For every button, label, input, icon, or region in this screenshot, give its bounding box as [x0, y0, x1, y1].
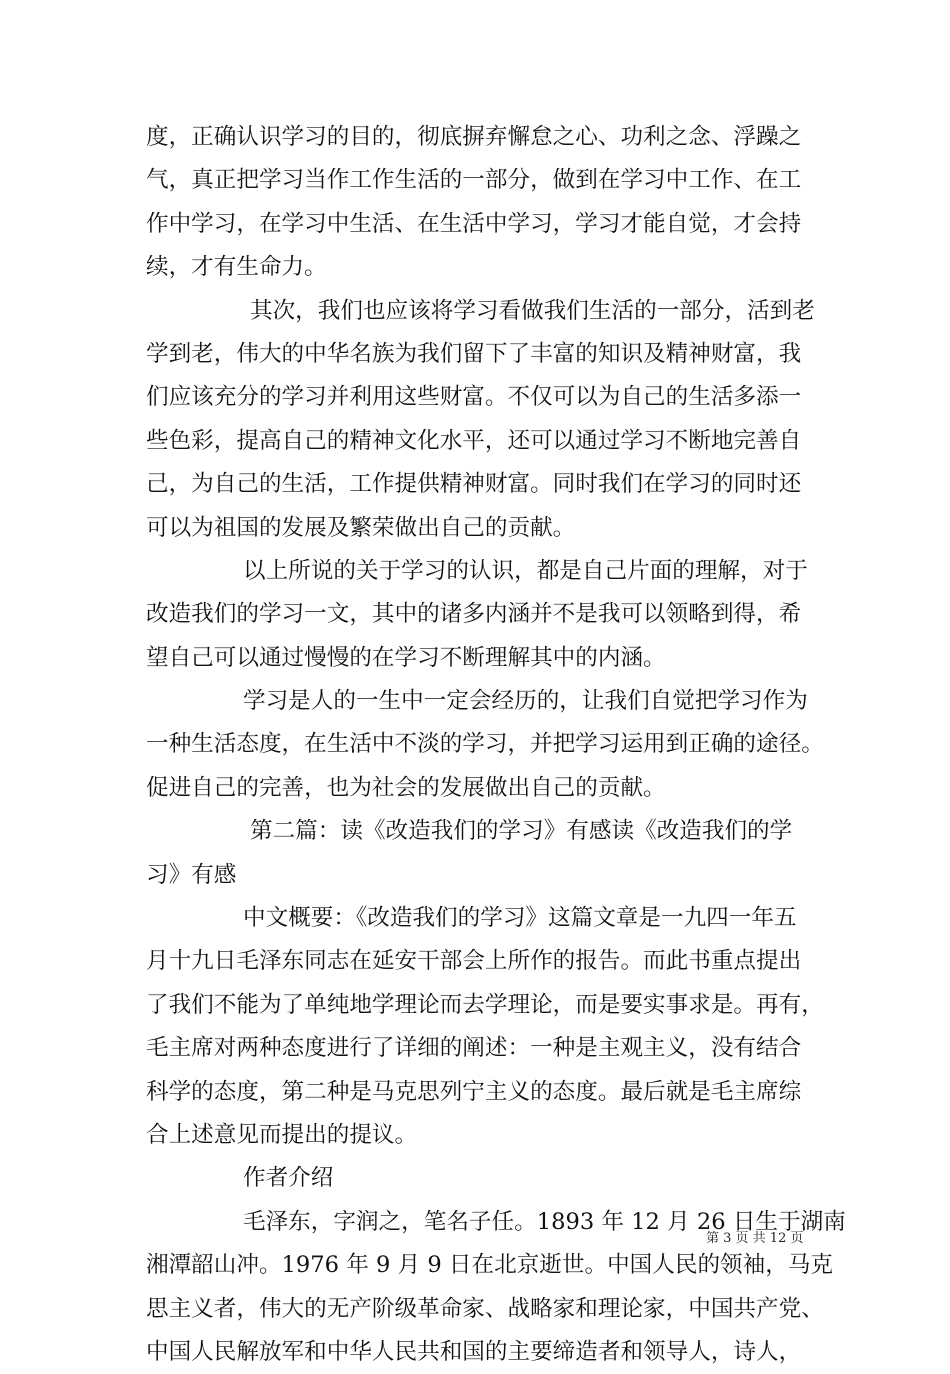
- text-line: 毛主席对两种态度进行了详细的阐述：一种是主观主义，没有结合: [146, 1035, 802, 1062]
- text-line: 续，才有生命力。: [146, 254, 327, 281]
- text-line: 学到老，伟大的中华名族为我们留下了丰富的知识及精神财富，我: [146, 340, 802, 367]
- text-line: 望自己可以通过慢慢的在学习不断理解其中的内涵。: [146, 644, 666, 671]
- text-line: 促进自己的完善，也为社会的发展做出自己的贡献。: [146, 774, 666, 801]
- text-line: 作中学习，在学习中生活、在生活中学习，学习才能自觉，才会持: [146, 210, 802, 237]
- text-line: 月十九日毛泽东同志在延安干部会上所作的报告。而此书重点提出: [146, 948, 802, 975]
- paragraph-start-line: 其次，我们也应该将学习看做我们生活的一部分，活到老: [250, 297, 815, 324]
- section-heading-line: 第二篇：读《改造我们的学习》有感读《改造我们的学: [250, 818, 793, 845]
- text-line: 湘潭韶山冲。1976 年 9 月 9 日在北京逝世。中国人民的领袖，马克: [146, 1252, 834, 1279]
- section-heading-line: 习》有感: [146, 861, 237, 888]
- body-text: [146, 116, 846, 1374]
- text-line: 们应该充分的学习并利用这些财富。不仅可以为自己的生活多添一: [146, 384, 802, 411]
- paragraph-start-line: 中文概要：《改造我们的学习》这篇文章是一九四一年五: [243, 905, 797, 932]
- text-line: 改造我们的学习一文，其中的诸多内涵并不是我可以领略到得，希: [146, 601, 802, 628]
- text-line: 合上述意见而提出的提议。: [146, 1121, 418, 1148]
- text-line: 中国人民解放军和中华人民共和国的主要缔造者和领导人，诗人，: [146, 1338, 802, 1365]
- subheading-line: 作者介绍: [243, 1165, 334, 1192]
- text-line: 度，正确认识学习的目的，彻底摒弃懈怠之心、功利之念、浮躁之: [146, 124, 802, 150]
- paragraph-start-line: 以上所说的关于学习的认识，都是自己片面的理解，对于: [243, 557, 808, 584]
- text-line: 气，真正把学习当作工作生活的一部分，做到在学习中工作、在工: [146, 167, 802, 194]
- text-line: 一种生活态度，在生活中不淡的学习，并把学习运用到正确的途径。: [146, 731, 824, 758]
- text-line: 己，为自己的生活，工作提供精神财富。同时我们在学习的同时还: [146, 471, 802, 498]
- paragraph-start-line: 学习是人的一生中一定会经历的，让我们自觉把学习作为: [243, 688, 808, 715]
- text-line: 科学的态度，第二种是马克思列宁主义的态度。最后就是毛主席综: [146, 1078, 802, 1105]
- text-line: 思主义者，伟大的无产阶级革命家、战略家和理论家，中国共产党、: [146, 1295, 824, 1322]
- text-line: 些色彩，提高自己的精神文化水平，还可以通过学习不断地完善自: [146, 427, 802, 454]
- text-line: 可以为祖国的发展及繁荣做出自己的贡献。: [146, 514, 576, 541]
- page-number-footer: 第 3 页 共 12 页: [706, 1231, 804, 1246]
- paragraph-start-line: 毛泽东，字润之，笔名子任。1893 年 12 月 26 日生于湖南: [243, 1208, 846, 1235]
- text-line: 了我们不能为了单纯地学理论而去学理论，而是要实事求是。再有，: [146, 991, 824, 1018]
